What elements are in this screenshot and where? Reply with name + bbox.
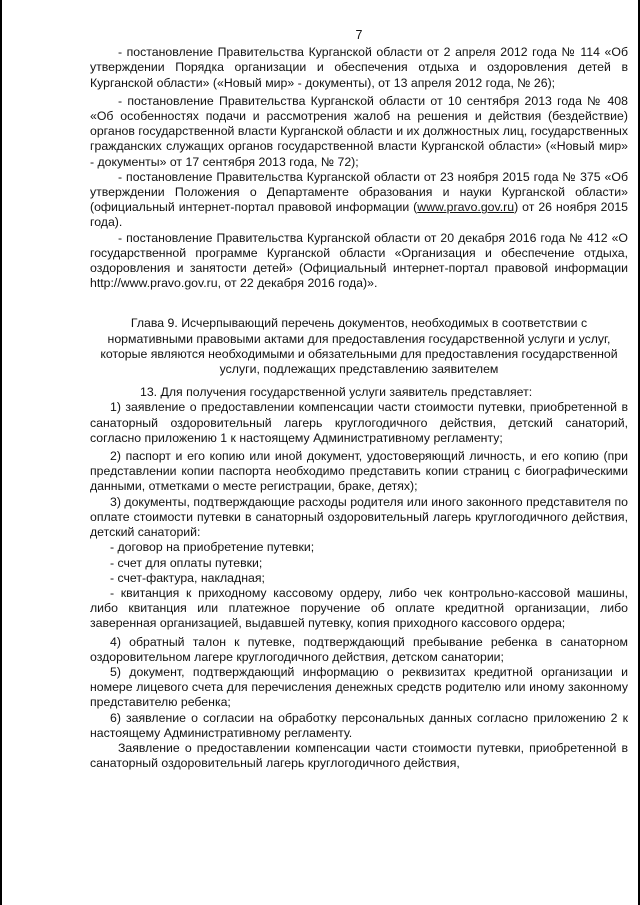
sub-list-item: - договор на приобретение путевки;: [110, 540, 315, 555]
item-13-intro: 13. Для получения государственной услуги заявитель представляет:: [140, 385, 533, 400]
list-item: 3) документы, подтверждающие расходы родителя или иного законного представителя по оплате стоимости путевки в санаторный оздоровительный лагерь круглогодичного действия, детский санаторий:: [90, 494, 628, 540]
list-item: 1) заявление о предоставлении компенсации части стоимости путевки, приобретенной в санаторный оздоровительный лагерь круглогодичного действия, детский санаторий, согласно приложению 1 к настоящему Административному регламенту;: [90, 400, 628, 445]
list-item: 4) обратный талон к путевке, подтверждающий пребывание ребенка в санаторном оздоровительном лагере круглогодичного действия, детском санатории;: [90, 634, 628, 664]
decree-375-date: ) от 26 ноября 2015 года).: [90, 200, 628, 230]
pravo-link[interactable]: www.pravo.gov.ru: [417, 200, 515, 215]
list-item: 5) документ, подтверждающий информацию о реквизитах кредитной организации и номере лицевого счета для перечисления денежных средств родителю или иному законному представителю ребенка;: [90, 664, 628, 710]
decree-375-text: - постановление Правительства Курганской области от 23 ноября 2015 года № 375 «Об утверждении Положения о Департаменте образования и науки Курганской области» (официальный интернет-портал правовой информации (: [90, 169, 628, 215]
paragraph-decree-375: [90, 170, 628, 231]
sub-list-item: - квитанция к приходному кассовому ордеру, либо чек контрольно-кассовой машины, либо квитанция или платежное поручение об оплате кредитной организации, либо заверенная организацией, выдавшей путевку, копия приходного кассового ордера;: [90, 585, 628, 631]
list-item: 2) паспорт и его копию или иной документ, удостоверяющий личность, и его копию (при представлении копии паспорта необходимо представить копии страниц с биографическими данными, отметками о месте регистрации, браке, детях);: [90, 449, 628, 494]
paragraph-decree-412: - постановление Правительства Курганской области от 20 декабря 2016 года № 412 «О государственной программе Курганской области «Организация и обеспечение отдыха, оздоровления и занятости детей» (Официальный интернет-портал правовой информации http://www.pravo.gov.ru, от 22 декабря 2016 года)».: [90, 230, 628, 291]
paragraph-decree-114: - постановление Правительства Курганской области от 2 апреля 2012 года № 114 «Об утверждении Порядка организации и обеспечения отдыха и оздоровления детей в Курганской области» («Новый мир» - документы), от 13 апреля 2012 года, № 26);: [90, 45, 628, 90]
chapter-title: Глава 9. Исчерпывающий перечень документов, необходимых в соответствии с нормативными правовыми актами для предоставления государственной услуги и услуг, которые являются необходимыми и обязательными для предоставления государственной услуги, подлежащих представлению заявителем: [100, 316, 618, 377]
page-content: [90, 28, 628, 771]
final-paragraph: Заявление о предоставлении компенсации части стоимости путевки, приобретенной в санаторный оздоровительный лагерь круглогодичного действия,: [90, 740, 628, 771]
paragraph-decree-408: - постановление Правительства Курганской области от 10 сентября 2013 года № 408 «Об особенностях подачи и рассмотрения жалоб на решения и действия (бездействие) органов государственной власти Курганской области и их должностных лиц, государственных гражданских служащих органов государственной власти Курганской области» («Новый мир» - документы» от 17 сентября 2013 года, № 72);: [90, 93, 628, 169]
list-item: 6) заявление о согласии на обработку персональных данных согласно приложению 2 к настоящему Административному регламенту.: [90, 710, 628, 740]
sub-list-item: - счет-фактура, накладная;: [110, 570, 265, 585]
page-number: 7: [355, 28, 363, 42]
sub-list-item: - счет для оплаты путевки;: [110, 555, 263, 570]
